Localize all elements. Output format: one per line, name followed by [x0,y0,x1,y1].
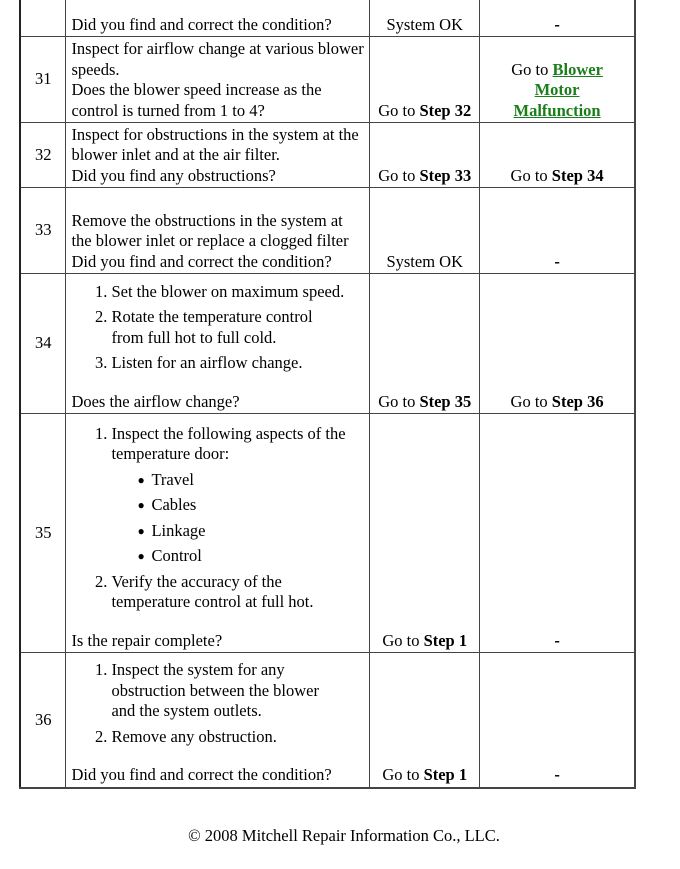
yes-prefix: Go to [378,100,420,120]
copyright-footer: © 2008 Mitchell Repair Information Co., LLC. [188,826,500,845]
no-text: - [554,251,560,271]
procedure-list [71,424,366,613]
yes-text: System OK [386,251,463,271]
aspect-text: Cables [151,495,197,514]
action-cell [66,123,370,188]
bullet-icon: ● [137,498,145,512]
no-result [480,653,635,788]
yes-result [370,414,480,653]
no-result [480,0,635,37]
procedure-step: 2. Remove any obstruction. [111,727,366,748]
action-cell [66,414,370,653]
bullet-icon: ● [137,523,145,538]
aspect-item [137,546,366,567]
step-number: 36 [20,653,66,788]
yes-text: System OK [386,14,463,34]
question-text: Does the blower speed increase as the control is turned from 1 to 4? [71,80,322,120]
table-row [20,653,635,788]
action-cell [66,653,370,788]
step-ref: Step 36 [551,391,604,411]
diagnostic-table [19,0,636,789]
table-row [20,37,635,123]
action-cell [66,0,370,37]
no-prefix: Go to [510,165,552,185]
yes-result [370,274,480,414]
step-number: 34 [20,274,66,414]
action-text: Inspect for obstructions in the system at the blower inlet and at the air filter. [71,124,359,164]
step-ref: Step 1 [423,630,468,650]
procedure-step: 2. Verify the accuracy of the temperature control at full hot. [111,572,366,613]
table-row [20,0,635,37]
yes-result [370,188,480,274]
action-cell [66,37,370,123]
bullet-icon: ● [137,472,145,487]
procedure-step: 1. Inspect the system for any obstruction between the blower and the system outlets. [111,660,366,722]
step-number: 35 [20,414,66,653]
step-ref: Step 32 [419,100,472,120]
aspect-item [137,495,366,516]
procedure-step [111,424,366,567]
no-text: - [554,765,560,784]
yes-prefix: Go to [378,165,420,185]
no-text: - [554,14,560,34]
aspect-text: Travel [151,469,194,489]
action-text: Inspect for airflow change at various blower speeds. [71,39,364,79]
question-text: Did you find and correct the condition? [71,251,332,271]
no-prefix: Go to [510,391,552,411]
action-text: Remove the obstructions in the system at the blower inlet or replace a clogged filter [71,210,349,250]
procedure-list [71,660,366,747]
no-result [480,274,635,414]
yes-result [370,37,480,123]
question-text: Did you find and correct the condition? [71,765,332,784]
yes-prefix: Go to [382,630,424,650]
yes-result [370,0,480,37]
table-row [20,414,635,653]
step-ref: Step 33 [419,165,472,185]
no-text: - [554,630,560,650]
yes-prefix: Go to [378,391,420,411]
table-row [20,188,635,274]
step-ref: Step 34 [551,165,604,185]
aspect-list [111,470,366,567]
question-text: Does the airflow change? [71,391,240,411]
step-number [20,0,66,37]
step-number: 33 [20,188,66,274]
aspect-text: Control [151,546,202,565]
table-row [20,123,635,188]
procedure-list [71,282,366,374]
step-ref: Step 1 [423,765,468,784]
step-ref: Step 35 [419,391,472,411]
question-text: Did you find and correct the condition? [71,14,332,34]
aspect-item [137,520,366,542]
aspect-text: Linkage [151,520,206,540]
question-text: Did you find any obstructions? [71,165,276,185]
no-result [480,188,635,274]
no-result [480,123,635,188]
no-result [480,37,635,123]
table-row [20,274,635,414]
yes-result [370,123,480,188]
procedure-step: 2. Rotate the temperature control from full hot to full cold. [111,307,366,348]
no-result [480,414,635,653]
procedure-step: 1. Set the blower on maximum speed. [111,282,366,303]
procedure-step-text: Inspect the following aspects of the temperature door: [111,423,346,463]
blower-motor-malfunction-link[interactable]: Blower Motor Malfunction [513,59,603,120]
step-number: 31 [20,37,66,123]
yes-result [370,653,480,788]
action-cell [66,188,370,274]
procedure-step: 3. Listen for an airflow change. [111,353,366,374]
action-cell [66,274,370,414]
bullet-icon: ● [137,549,145,563]
no-prefix: Go to [511,59,553,79]
yes-prefix: Go to [382,765,424,784]
question-text: Is the repair complete? [71,630,223,650]
aspect-item [137,469,366,491]
step-number: 32 [20,123,66,188]
